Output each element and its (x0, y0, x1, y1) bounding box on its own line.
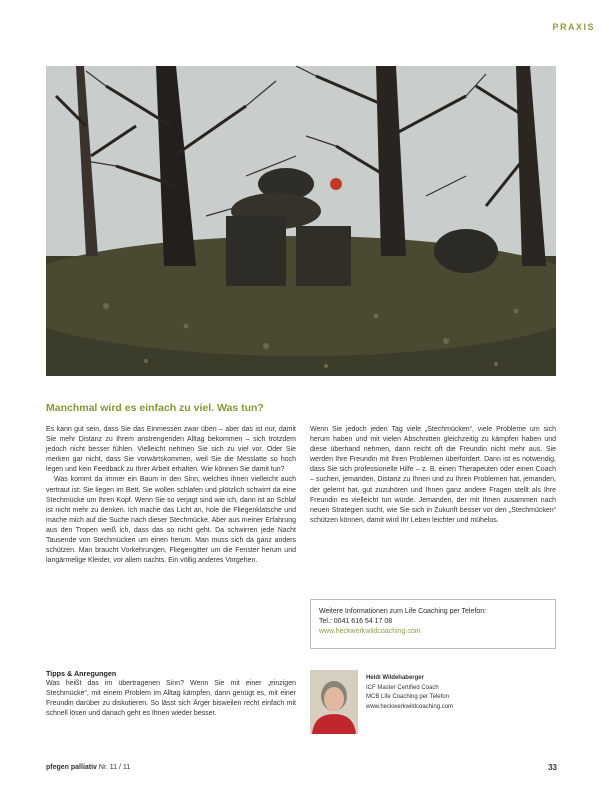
author-bio (366, 674, 453, 712)
tips-title: Tipps & Anregungen (46, 669, 117, 678)
section-label: PRAXIS (552, 22, 595, 32)
footer (46, 764, 130, 771)
author-credential-1: ICF Master Certified Coach (366, 684, 439, 691)
author-credential-2: MCB Life Coaching per Telefon (366, 694, 449, 700)
info-box (310, 599, 556, 649)
info-phone: Tel.: 0041 616 54 17 08 (319, 618, 393, 625)
right-column (310, 425, 556, 526)
left-paragraph-1: Es kann gut sein, dass Sie das Einmessen zwar üben – aber das ist nur, damit Sie mehr Distanz zu Ihrem anstrengenden Alltag bekommen – sich trotzdem jedoch nicht besser fühlen. Vielleicht nehmen Sie sich zu viel vor. Oder Sie merken gar nicht, dass Sie vorwärtskommen, weil Sie die Messlatte so hoch legen und kein Feedback zu Ihrer Arbeit erhalten. Wie können Sie damit tun? (46, 426, 296, 474)
right-paragraph: Wenn Sie jedoch jeden Tag viele „Stechmücken“, viele Probleme um sich herum haben und mit vielen Abschnitten gleichzeitig zu kämpfen haben und diese überhand nehmen, dann reicht oft die Freundin nicht mehr aus. Sie werden Ihre Freundin mit Ihren Problemen überfordert. Dann ist es notwendig, dass Sie sich professionelle Hilfe – z. B. einen Therapeuten oder einen Coach – suchen, jemanden, Distanz zu Ihnen und zu Ihren Problemen hat, jemanden, der gelernt hat, gut zuzuhören und Ihnen ganz andere Fragen stellt als Ihre Freundin es vielleicht tun würde. Jemanden, der mit Ihnen zusammen nach neuen Strategien sucht, wie Sie sich in Zukunft besser vor den „Stechmücken“ schützen können, damit wird Ihr Leben leichter und mühelos. (310, 426, 556, 524)
article-headline: Manchmal wird es einfach zu viel. Was tun? (46, 402, 264, 414)
info-website-link[interactable]: www.heckwerkwildcoaching.com (319, 628, 421, 635)
forest-cairn-illustration (46, 66, 556, 376)
author-portrait (310, 670, 358, 734)
left-paragraph-2: Was kommt da immer ein Baum in den Sinn, welches ihnen vielleicht auch vertraut ist: Sie liegen im Bett, Sie wollen schlafen und plötzlich schwirrt da eine Stechmücke um Ihren Kopf. Wenn Sie so verjagt sind wie ich, dann ist an Schlaf ist nicht mehr zu denken. Ich mache das Licht an, hole die Fliegenklatsche und mache mich auf die Suche nach dieser Stechmücke. Aber aus meiner Erfahrung aus den Tropen weiß ich, dass das so nicht geht. Da schwirren jede Nacht Tausende von Stechmücken um einen herum. Man muss sich da ganz anders schützen. Man braucht Vorkehrungen, Fliegengitter um die Fenster herum und langärmelige Kleider, vor allem nachts. Ein völlig anderes Vorgehen. (46, 476, 296, 565)
left-column (46, 425, 296, 566)
article-photo (46, 66, 556, 376)
author-avatar (310, 670, 358, 734)
author-name: Heidi Wildehaberger (366, 675, 424, 681)
info-line-1: Weitere Informationen zum Life Coaching per Telefon: (319, 608, 487, 615)
page-number: 33 (548, 763, 557, 772)
footer-issue: Nr. 11 / 11 (98, 764, 131, 771)
author-website-link[interactable]: www.heckwerkwildcoaching.com (366, 703, 454, 710)
tips-paragraph: Was heißt das im übertragenen Sinn? Wenn Sie mit einer „einzigen Stechmücke“, mit einem Problem im Alltag kämpfen, dann genügt es, mit einer Freundin darüber zu diskutieren. So lässt sich Ärger bisweilen recht einfach mit schnell lösen und danach geht es Ihnen wieder besser. (46, 680, 296, 718)
footer-magazine: pfegen palliativ (46, 764, 97, 771)
